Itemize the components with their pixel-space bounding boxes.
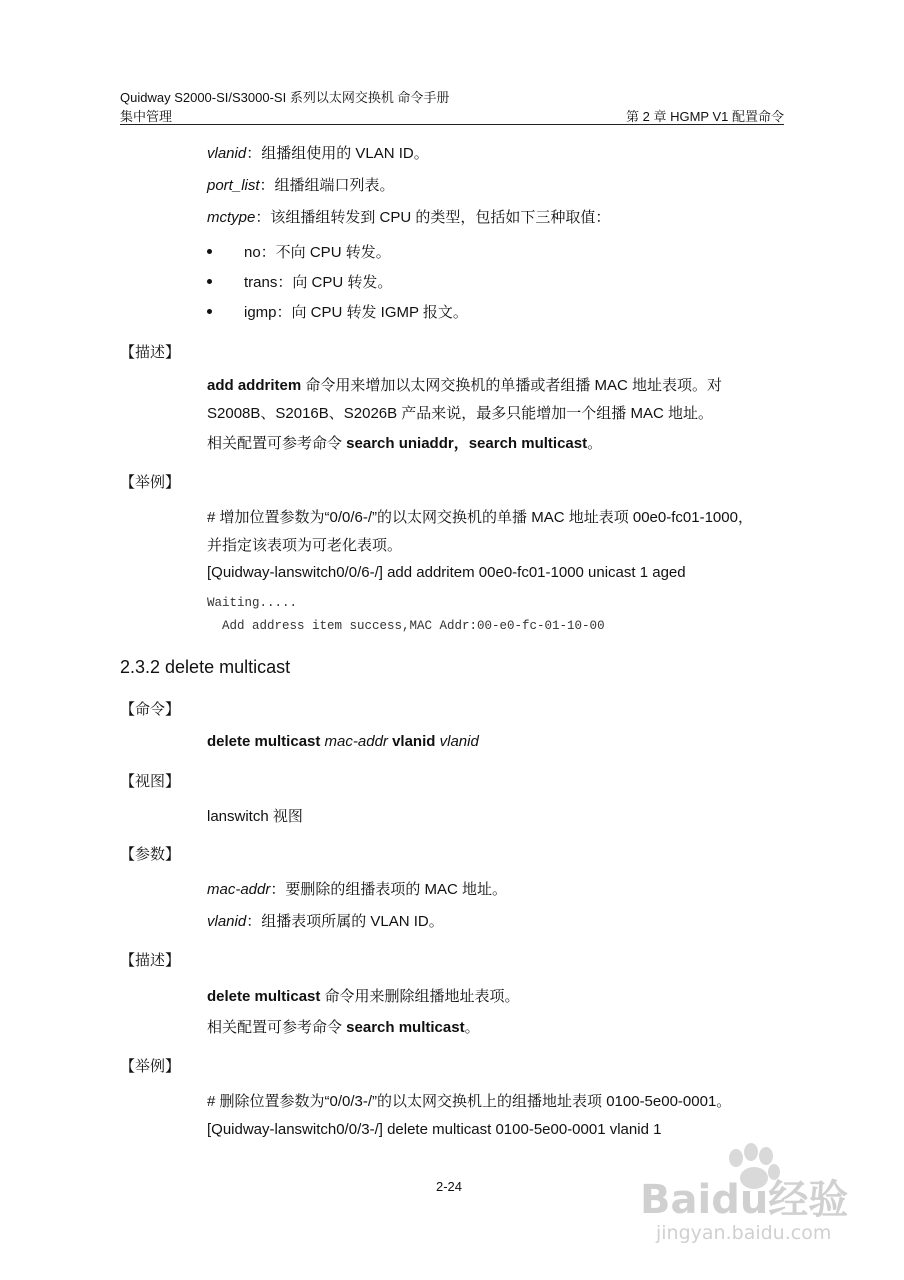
param-desc: ：组播组使用的 VLAN ID。 bbox=[246, 145, 429, 162]
param-name: vlanid bbox=[207, 913, 247, 930]
desc2-ref-prefix: 相关配置可参考命令 bbox=[207, 1019, 347, 1036]
bullet-dot bbox=[207, 279, 212, 284]
section-heading-command: 【命令】 bbox=[120, 701, 181, 718]
desc1-command: add addritem bbox=[207, 377, 302, 394]
command-keyword: vlanid bbox=[392, 733, 436, 750]
example1-line1: # 增加位置参数为“0/0/6-/”的以太网交换机的单播 MAC 地址表项 00e0-fc01-1000， bbox=[207, 509, 753, 526]
example2-command: [Quidway-lanswitch0/0/3-/] delete multicast 0100-5e00-0001 vlanid 1 bbox=[207, 1121, 662, 1138]
param-vlanid bbox=[207, 142, 429, 163]
watermark-url: jingyan.baidu.com bbox=[656, 1222, 832, 1244]
section-heading-example-2: 【举例】 bbox=[120, 1058, 181, 1075]
example1-output-2: Add address item success,MAC Addr:00-e0-fc-01-10-00 bbox=[207, 619, 605, 633]
desc1-ref-commands: search uniaddr，search multicast bbox=[346, 435, 588, 452]
bullet-dot bbox=[207, 309, 212, 314]
command-arg: mac-addr bbox=[324, 733, 388, 750]
param-name: port_list bbox=[207, 177, 260, 194]
bullet-item: trans：向 CPU 转发。 bbox=[244, 274, 393, 291]
baidu-watermark bbox=[640, 1142, 870, 1254]
desc2-line2 bbox=[207, 1016, 480, 1037]
example1-command: [Quidway-lanswitch0/0/6-/] add addritem 00e0-fc01-1000 unicast 1 aged bbox=[207, 564, 686, 581]
header-manual-title: Quidway S2000-SI/S3000-SI 系列以太网交换机 命令手册 bbox=[120, 90, 450, 105]
example2-line1: # 删除位置参数为“0/0/3-/”的以太网交换机上的组播地址表项 0100-5e00-0001。 bbox=[207, 1093, 732, 1110]
section-title: 2.3.2 delete multicast bbox=[120, 657, 291, 677]
example1-output-1: Waiting..... bbox=[207, 596, 298, 610]
bullet-item: igmp：向 CPU 转发 IGMP 报文。 bbox=[244, 304, 468, 321]
bullet-dot bbox=[207, 249, 212, 254]
param-vlanid-2 bbox=[207, 910, 444, 931]
param-mac-addr bbox=[207, 878, 507, 899]
section-heading-desc-2: 【描述】 bbox=[120, 952, 181, 969]
param-name: mctype bbox=[207, 209, 256, 226]
section-heading-desc: 【描述】 bbox=[120, 344, 181, 361]
param-name: vlanid bbox=[207, 145, 247, 162]
bullet-item: no：不向 CPU 转发。 bbox=[244, 244, 391, 261]
desc1-text: 命令用来增加以太网交换机的单播或者组播 MAC 地址表项。对 bbox=[301, 377, 723, 394]
page-number: 2-24 bbox=[436, 1179, 463, 1194]
desc1-ref-suffix: 。 bbox=[587, 435, 603, 452]
watermark-logo: Baidu经验 bbox=[640, 1177, 849, 1223]
desc1-line1 bbox=[207, 374, 722, 395]
param-desc: ：组播组端口列表。 bbox=[259, 177, 395, 194]
header-chapter-right: 第 2 章 HGMP V1 配置命令 bbox=[626, 109, 784, 124]
example1-line2: 并指定该表项为可老化表项。 bbox=[207, 537, 403, 554]
header-section-left: 集中管理 bbox=[120, 109, 173, 124]
desc2-ref-command: search multicast bbox=[346, 1019, 465, 1036]
command-syntax bbox=[207, 733, 479, 750]
desc2-text: 命令用来删除组播地址表项。 bbox=[320, 988, 520, 1005]
section-heading-params: 【参数】 bbox=[120, 846, 181, 863]
view-text: lanswitch 视图 bbox=[207, 808, 303, 825]
param-desc: ：该组播组转发到 CPU 的类型，包括如下三种取值： bbox=[255, 209, 611, 226]
param-desc: ：要删除的组播表项的 MAC 地址。 bbox=[270, 881, 508, 898]
param-mctype bbox=[207, 206, 610, 227]
section-heading-example: 【举例】 bbox=[120, 474, 181, 491]
desc2-command: delete multicast bbox=[207, 988, 321, 1005]
section-heading-view: 【视图】 bbox=[120, 773, 181, 790]
command-arg: vlanid bbox=[439, 733, 479, 750]
param-name: mac-addr bbox=[207, 881, 271, 898]
desc2-line1 bbox=[207, 985, 520, 1006]
desc1-ref-prefix: 相关配置可参考命令 bbox=[207, 435, 347, 452]
param-desc: ：组播表项所属的 VLAN ID。 bbox=[246, 913, 444, 930]
desc1-line3 bbox=[207, 432, 602, 453]
desc2-ref-suffix: 。 bbox=[464, 1019, 480, 1036]
header-rule bbox=[120, 124, 784, 125]
param-port-list bbox=[207, 174, 395, 195]
desc1-line2: S2008B、S2016B、S2026B 产品来说，最多只能增加一个组播 MAC 地址。 bbox=[207, 405, 713, 422]
command-keyword: delete multicast bbox=[207, 733, 321, 750]
